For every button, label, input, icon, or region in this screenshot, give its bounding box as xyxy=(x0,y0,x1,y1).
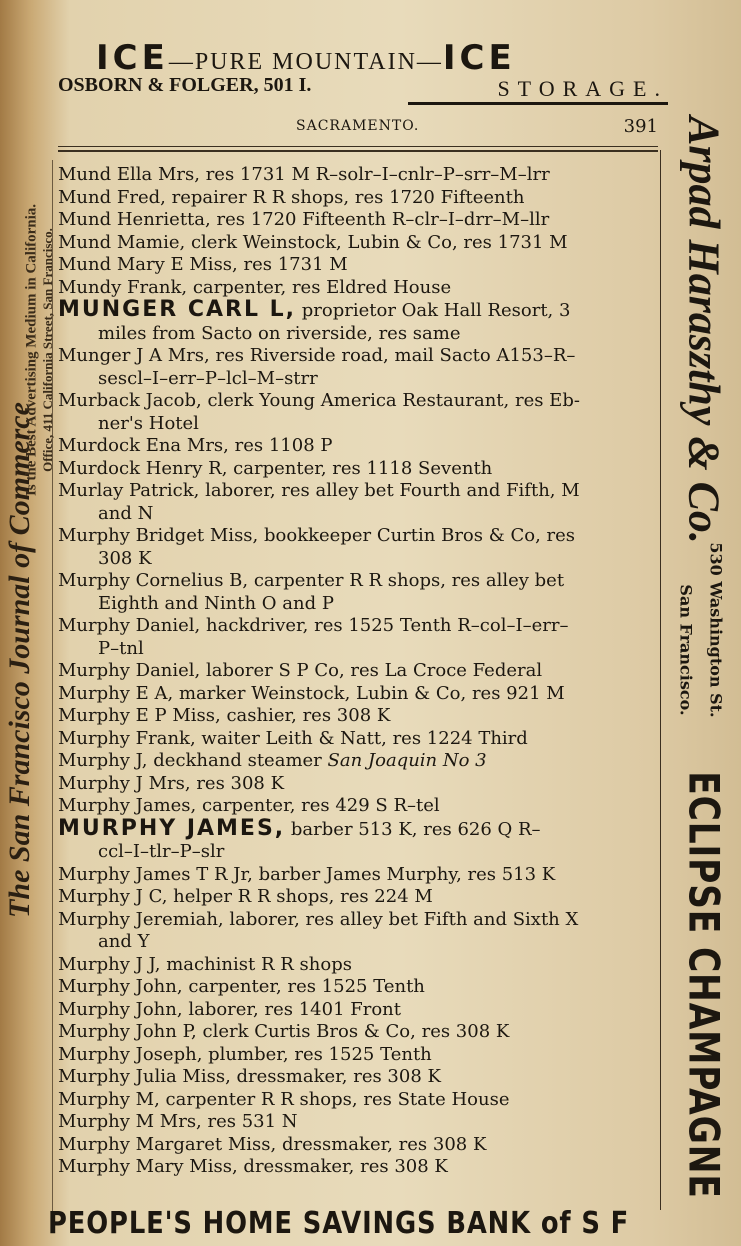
entry-name: Murphy Mary Miss, xyxy=(58,1156,238,1177)
entry-details: clerk Young America Restaurant, res Eb- xyxy=(207,390,580,411)
entry-details: carpenter, res Eldred House xyxy=(192,276,452,298)
top-rule xyxy=(58,146,658,147)
firm-address: 530 Washington St. xyxy=(706,542,726,718)
directory-entry xyxy=(58,795,656,818)
directory-entry xyxy=(58,864,656,887)
directory-entry xyxy=(58,299,656,345)
entry-details: proprietor Oak Hall Resort, 3 xyxy=(301,300,571,321)
directory-entry xyxy=(58,1021,656,1044)
directory-entry xyxy=(58,750,656,773)
directory-entry xyxy=(58,660,656,683)
entry-details: plumber, res 1525 Tenth xyxy=(208,1043,432,1065)
page-city: SACRAMENTO. xyxy=(296,118,420,134)
directory-entry xyxy=(58,345,656,390)
entry-details: res 1720 Fifteenth R–clr–I–drr–M–llr xyxy=(216,209,550,230)
entry-details: helper R R shops, res 224 M xyxy=(173,886,433,907)
directory-entry xyxy=(58,458,656,481)
directory-entry xyxy=(58,1066,656,1089)
ice-tagline: —PURE MOUNTAIN— xyxy=(168,49,443,75)
entry-name: Murphy J Mrs, xyxy=(58,772,191,794)
directory-entries xyxy=(58,164,656,1179)
directory-entry xyxy=(58,976,656,999)
directory-entry xyxy=(58,683,656,706)
directory-entry xyxy=(58,187,656,210)
entry-continuation: 308 K xyxy=(98,547,152,569)
directory-entry xyxy=(58,818,656,864)
directory-entry xyxy=(58,1044,656,1067)
directory-entry xyxy=(58,999,656,1022)
entry-details: cashier, res 308 K xyxy=(226,705,391,726)
right-margin-advertisement xyxy=(666,110,741,1230)
firm-name-box xyxy=(666,110,741,550)
journal-slogan: Is the Best Advertising Medium in California. xyxy=(23,203,40,497)
directory-entry xyxy=(58,209,656,232)
entry-name: Murphy John, xyxy=(58,976,183,997)
directory-entry xyxy=(58,254,656,277)
entry-name: Murback Jacob, xyxy=(58,390,202,411)
directory-entry xyxy=(58,277,656,300)
entry-details: deckhand steamer xyxy=(153,750,322,771)
firm-name: Arpad Haraszthy & Co. xyxy=(679,116,728,544)
entry-details: carpenter, res 1525 Tenth xyxy=(188,976,425,997)
entry-name: Murphy Julia Miss, xyxy=(58,1066,231,1087)
top-rule-double xyxy=(58,150,658,152)
firm-city-box xyxy=(666,570,706,730)
entry-details: barber 513 K, res 626 Q R– xyxy=(290,818,541,840)
entry-details: carpenter R R shops, res alley bet xyxy=(253,570,565,591)
entry-details: laborer, res alley bet Fifth and Sixth X xyxy=(229,908,579,930)
product-box xyxy=(666,740,741,1230)
entry-continuation: Eighth and Ninth O and P xyxy=(98,592,334,614)
directory-entry xyxy=(58,525,656,570)
header-rule xyxy=(408,102,668,105)
entry-details: carpenter, res 1118 Seventh xyxy=(233,457,493,479)
entry-name: Mund Henrietta, xyxy=(58,209,211,230)
entry-details: res 531 N xyxy=(207,1111,298,1132)
entry-details: carpenter, res 429 S R–tel xyxy=(202,795,440,816)
entry-vessel-name: San Joaquin No 3 xyxy=(327,750,487,771)
entry-details: bookkeeper Curtin Bros & Co, res xyxy=(264,525,576,546)
directory-entry xyxy=(58,1089,656,1112)
entry-name: Munger J A Mrs, xyxy=(58,345,210,366)
entry-details: res 308 K xyxy=(196,772,285,794)
directory-entry xyxy=(58,480,656,525)
entry-name: Mund Fred, xyxy=(58,186,166,208)
entry-details: res 1731 M R–solr–I–cnlr–P–srr–M–lrr xyxy=(205,164,550,185)
directory-entry xyxy=(58,954,656,977)
entry-details: res 1731 M xyxy=(243,254,348,275)
entry-name: Murphy E P Miss, xyxy=(58,705,221,726)
entry-name: Murphy James, xyxy=(58,795,197,816)
entry-name: MUNGER CARL L, xyxy=(58,299,297,322)
directory-entry xyxy=(58,1134,656,1157)
directory-entry xyxy=(58,164,656,187)
entry-continuation: miles from Sacto on riverside, res same xyxy=(98,322,461,344)
journal-title: The San Francisco Journal of Commerce xyxy=(3,402,36,918)
directory-entry xyxy=(58,728,656,751)
entry-name: Murphy Daniel, xyxy=(58,615,201,636)
directory-entry xyxy=(58,615,656,660)
directory-entry xyxy=(58,570,656,615)
entry-name: Murphy Frank, xyxy=(58,727,196,749)
directory-entry xyxy=(58,909,656,954)
directory-entry xyxy=(58,886,656,909)
entry-continuation: sescl–I–err–P–lcl–M–strr xyxy=(98,367,318,389)
directory-entry xyxy=(58,232,656,255)
entry-name: Murphy Margaret Miss, xyxy=(58,1133,277,1155)
ice-dealer-line xyxy=(58,74,668,104)
entry-name: Murphy Cornelius B, xyxy=(58,570,249,591)
page-number: 391 xyxy=(623,116,658,137)
entry-continuation: P–tnl xyxy=(98,637,144,659)
entry-name: Murphy John P, xyxy=(58,1021,197,1042)
entry-name: MURPHY JAMES, xyxy=(58,817,286,841)
right-column-rule xyxy=(660,150,661,1210)
entry-name: Murphy M Mrs, xyxy=(58,1111,202,1132)
directory-entry xyxy=(58,773,656,796)
entry-details: barber James Murphy, res 513 K xyxy=(258,863,556,885)
ice-dealer-name: OSBORN & FOLGER, 501 I. xyxy=(58,74,312,96)
entry-details: clerk Curtis Bros & Co, res 308 K xyxy=(202,1021,510,1042)
left-margin-office-box xyxy=(38,110,58,590)
directory-entry xyxy=(58,435,656,458)
entry-details: waiter Leith & Natt, res 1224 Third xyxy=(201,727,528,749)
entry-name: Murdock Henry R, xyxy=(58,457,228,479)
entry-name: Murphy Jeremiah, xyxy=(58,908,224,930)
page-header xyxy=(60,116,660,140)
entry-name: Murdock Ena Mrs, xyxy=(58,435,229,456)
entry-name: Mundy Frank, xyxy=(58,276,188,298)
entry-continuation: and Y xyxy=(98,931,150,952)
entry-name: Murphy J C, xyxy=(58,886,168,907)
journal-office: Office, 411 California Street, San Francisco. xyxy=(40,228,55,472)
entry-name: Murphy M, xyxy=(58,1088,160,1110)
entry-name: Mund Mary E Miss, xyxy=(58,254,238,275)
entry-details: dressmaker, res 308 K xyxy=(243,1156,448,1177)
entry-name: Murphy J, xyxy=(58,750,148,771)
entry-name: Murphy Bridget Miss, xyxy=(58,525,259,546)
entry-details: carpenter R R shops, res State House xyxy=(165,1088,510,1110)
firm-city: San Francisco. xyxy=(676,584,696,716)
entry-name: Mund Mamie, xyxy=(58,231,186,253)
entry-name: Murphy E A, xyxy=(58,682,174,704)
entry-name: Murphy Joseph, xyxy=(58,1043,203,1065)
entry-details: repairer R R shops, res 1720 Fifteenth xyxy=(171,186,525,208)
directory-entry xyxy=(58,1156,656,1179)
entry-details: machinist R R shops xyxy=(166,953,352,975)
entry-details: dressmaker, res 308 K xyxy=(236,1066,441,1087)
ice-word-right: ICE xyxy=(442,38,516,78)
bank-advertisement: PEOPLE'S HOME SAVINGS BANK of S F xyxy=(48,1206,630,1241)
product-name: ECLIPSE CHAMPAGNE xyxy=(679,771,728,1199)
entry-details: clerk Weinstock, Lubin & Co, res 1731 M xyxy=(190,231,568,253)
entry-details: laborer, res alley bet Fourth and Fifth, M xyxy=(205,480,580,501)
ice-storage-label: STORAGE. xyxy=(497,76,668,101)
directory-entry xyxy=(58,390,656,435)
entry-details: dressmaker, res 308 K xyxy=(281,1133,487,1155)
ice-word-left: ICE xyxy=(96,38,169,78)
entry-details: laborer S P Co, res La Croce Federal xyxy=(206,660,543,681)
entry-details: laborer, res 1401 Front xyxy=(188,998,402,1020)
entry-details: marker Weinstock, Lubin & Co, res 921 M xyxy=(178,682,565,704)
entry-details: hackdriver, res 1525 Tenth R–col–I–err– xyxy=(206,615,569,636)
entry-continuation: ccl–I–tlr–P–slr xyxy=(98,841,225,862)
entry-name: Murphy John, xyxy=(58,998,183,1020)
directory-entry xyxy=(58,1111,656,1134)
directory-entry xyxy=(58,705,656,728)
entry-name: Murphy J J, xyxy=(58,953,161,975)
entry-continuation: and N xyxy=(98,502,154,524)
entry-details: res 1108 P xyxy=(234,435,333,456)
entry-name: Murlay Patrick, xyxy=(58,480,200,501)
entry-name: Mund Ella Mrs, xyxy=(58,164,200,185)
entry-details: res Riverside road, mail Sacto A153–R– xyxy=(215,345,576,366)
entry-name: Murphy James T R Jr, xyxy=(58,863,253,885)
ice-advertisement-line xyxy=(96,38,656,78)
entry-name: Murphy Daniel, xyxy=(58,660,201,681)
entry-continuation: ner's Hotel xyxy=(98,412,199,434)
